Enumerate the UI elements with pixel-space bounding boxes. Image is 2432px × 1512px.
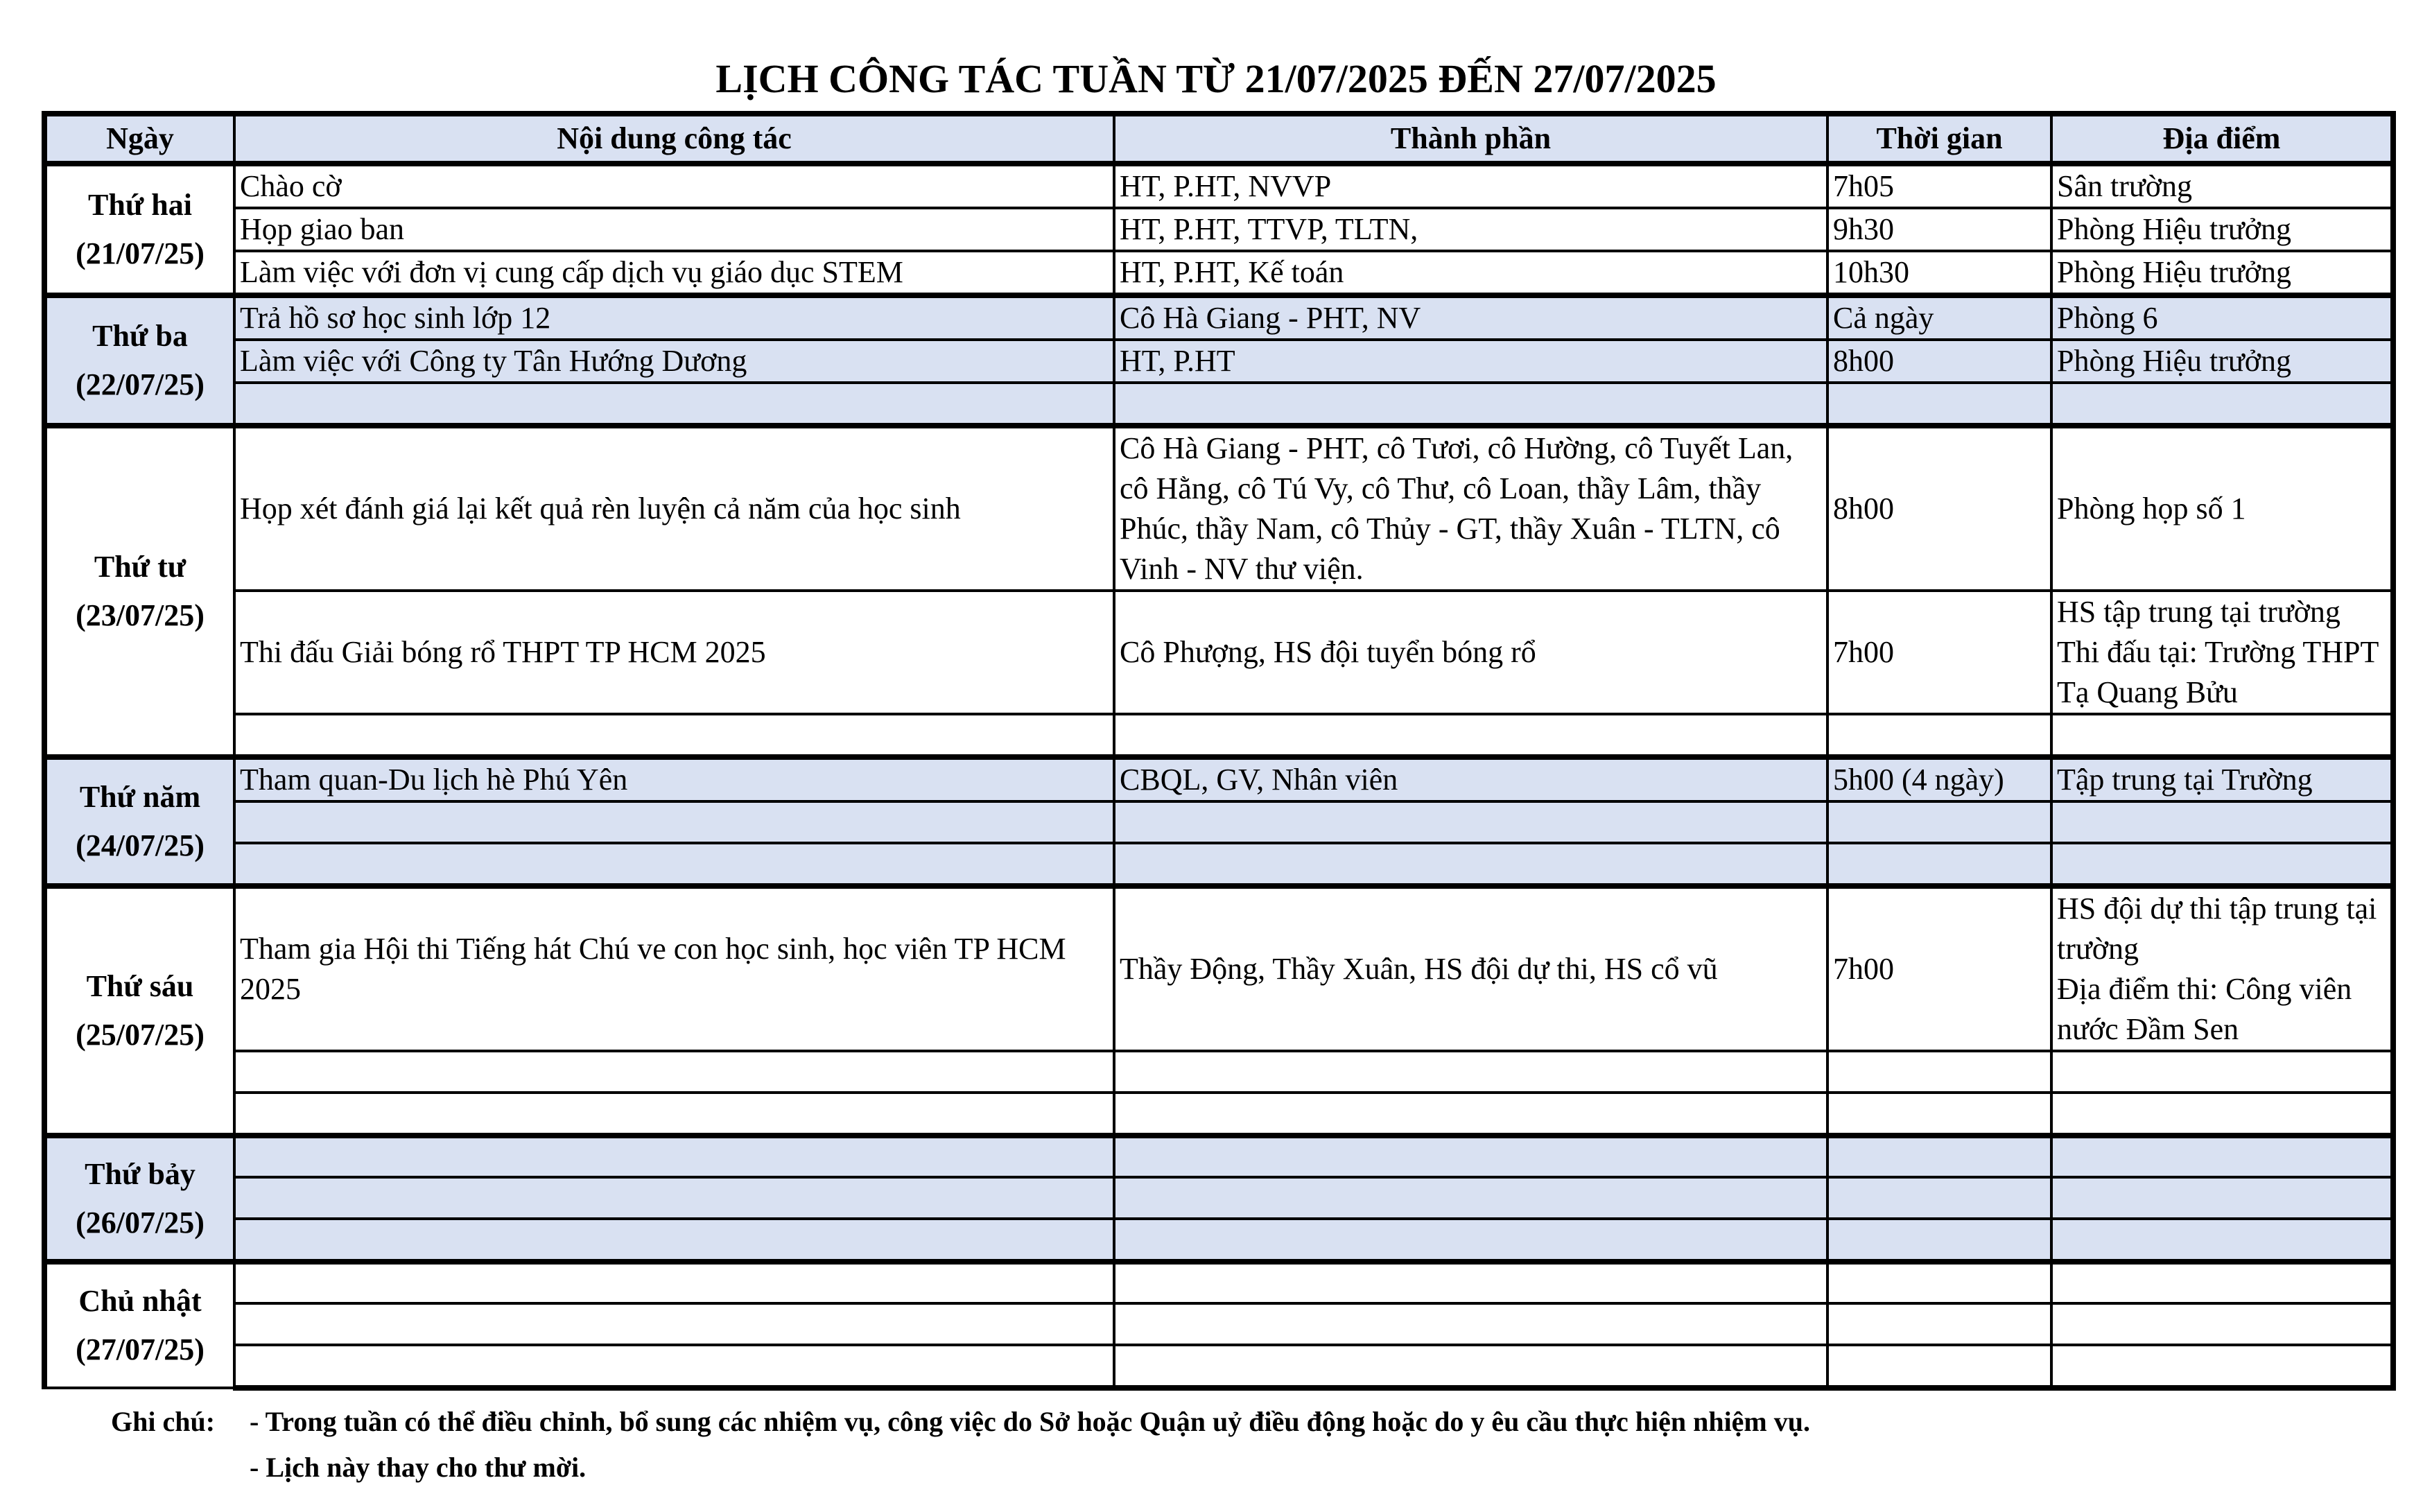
content-cell [234,1303,1114,1345]
content-cell [234,801,1114,843]
table-row [44,208,2393,251]
location-cell [2051,1136,2393,1177]
content-cell: Thi đấu Giải bóng rổ THPT TP HCM 2025 [234,591,1114,714]
participants-cell [1114,1345,1827,1388]
content-cell [234,383,1114,426]
location-cell [2051,714,2393,757]
day-name: Thứ bảy [85,1157,196,1191]
location-cell: Phòng họp số 1 [2051,426,2393,591]
location-cell: Phòng 6 [2051,295,2393,340]
participants-cell [1114,1051,1827,1093]
table-row [44,1093,2393,1136]
table-row [44,1136,2393,1177]
time-cell [1827,383,2051,426]
table-row [44,886,2393,1051]
time-cell [1827,1262,2051,1303]
table-row [44,1303,2393,1345]
day-cell [44,426,234,757]
participants-cell: Cô Phượng, HS đội tuyển bóng rổ [1114,591,1827,714]
notes-label-spacer [111,1445,250,1491]
time-cell [1827,1219,2051,1262]
note-row [111,1399,1810,1445]
participants-cell: HT, P.HT, TTVP, TLTN, [1114,208,1827,251]
content-cell [234,1051,1114,1093]
content-cell: Họp xét đánh giá lại kết quả rèn luyện cả năm của học sinh [234,426,1114,591]
time-cell: 8h00 [1827,340,2051,383]
participants-cell: Cô Hà Giang - PHT, cô Tươi, cô Hường, cô Tuyết Lan, cô Hằng, cô Tú Vy, cô Thư, cô Loan, thầy Lâm, thầy Phúc, thầy Nam, cô Thủy - GT, thầy Xuân - TLTN, cô Vinh - NV thư viện. [1114,426,1827,591]
participants-cell [1114,383,1827,426]
content-cell [234,1177,1114,1219]
location-cell [2051,843,2393,886]
location-cell [2051,801,2393,843]
day-cell [44,164,234,295]
participants-cell [1114,1219,1827,1262]
time-cell: 5h00 (4 ngày) [1827,757,2051,801]
participants-cell: HT, P.HT, NVVP [1114,164,1827,208]
day-cell [44,1136,234,1262]
day-date: (27/07/25) [76,1332,205,1366]
note-line: - Trong tuần có thể điều chỉnh, bổ sung các nhiệm vụ, công việc do Sở hoặc Quận uỷ điều động hoặc do y êu cầu thực hiện nhiệm vụ. [250,1406,1810,1437]
day-cell [44,1262,234,1388]
location-cell [2051,886,2393,1051]
day-name: Chủ nhật [78,1284,202,1318]
day-date: (24/07/25) [76,828,205,862]
header-time: Thời gian [1827,114,2051,164]
table-row [44,1262,2393,1303]
content-cell: Chào cờ [234,164,1114,208]
location-cell [2051,1051,2393,1093]
time-cell: 7h05 [1827,164,2051,208]
day-date: (25/07/25) [76,1018,205,1052]
content-cell [234,1345,1114,1388]
location-cell [2051,1219,2393,1262]
time-cell [1827,1093,2051,1136]
day-name: Thứ năm [79,780,201,814]
location-cell [2051,383,2393,426]
location-line: HS đội dự thi tập trung tại trường [2057,892,2377,966]
content-cell: Tham gia Hội thi Tiếng hát Chú ve con học sinh, học viên TP HCM 2025 [234,886,1114,1051]
day-name: Thứ tư [94,550,186,584]
page-title: LỊCH CÔNG TÁC TUẦN TỪ 21/07/2025 ĐẾN 27/07/2025 [715,56,1717,101]
day-date: (23/07/25) [76,598,205,632]
content-cell [234,1136,1114,1177]
time-cell: Cả ngày [1827,295,2051,340]
header-participants: Thành phần [1114,114,1827,164]
location-cell: Phòng Hiệu trưởng [2051,340,2393,383]
content-cell: Làm việc với Công ty Tân Hướng Dương [234,340,1114,383]
day-cell [44,886,234,1136]
table-row [44,340,2393,383]
header-location: Địa điểm [2051,114,2393,164]
time-cell: 8h00 [1827,426,2051,591]
content-cell [234,1093,1114,1136]
content-cell: Trả hồ sơ học sinh lớp 12 [234,295,1114,340]
content-cell [234,843,1114,886]
time-cell: 9h30 [1827,208,2051,251]
time-cell [1827,1345,2051,1388]
participants-cell: Thầy Động, Thầy Xuân, HS đội dự thi, HS cổ vũ [1114,886,1827,1051]
day-cell [44,295,234,426]
location-cell [2051,1177,2393,1219]
time-cell [1827,843,2051,886]
participants-cell: CBQL, GV, Nhân viên [1114,757,1827,801]
location-cell [2051,1093,2393,1136]
notes-section [111,1399,1810,1491]
participants-cell: HT, P.HT, Kế toán [1114,251,1827,295]
table-row [44,251,2393,295]
time-cell [1827,801,2051,843]
participants-cell [1114,1177,1827,1219]
participants-cell: Cô Hà Giang - PHT, NV [1114,295,1827,340]
location-cell [2051,1303,2393,1345]
participants-cell [1114,1093,1827,1136]
time-cell: 7h00 [1827,591,2051,714]
table-row [44,1219,2393,1262]
content-cell: Họp giao ban [234,208,1114,251]
location-cell: Tập trung tại Trường [2051,757,2393,801]
table-row [44,1345,2393,1388]
content-cell [234,714,1114,757]
location-cell [2051,1262,2393,1303]
table-row [44,757,2393,801]
table-row [44,1051,2393,1093]
time-cell [1827,714,2051,757]
participants-cell: HT, P.HT [1114,340,1827,383]
location-line: Địa điểm thi: Công viên nước Đầm Sen [2057,972,2352,1046]
table-header-row [44,114,2393,164]
table-row [44,426,2393,591]
day-name: Thứ hai [88,188,192,222]
table-row [44,383,2393,426]
day-cell [44,757,234,886]
header-content: Nội dung công tác [234,114,1114,164]
note-row [111,1445,1810,1491]
day-date: (21/07/25) [76,236,205,270]
table-row [44,1177,2393,1219]
time-cell [1827,1051,2051,1093]
location-cell [2051,1345,2393,1388]
table-row [44,295,2393,340]
schedule-table [42,111,2396,1391]
day-name: Thứ sáu [86,969,194,1003]
participants-cell [1114,1303,1827,1345]
content-cell [234,1219,1114,1262]
location-cell: Sân trường [2051,164,2393,208]
participants-cell [1114,801,1827,843]
content-cell: Tham quan-Du lịch hè Phú Yên [234,757,1114,801]
header-day: Ngày [44,114,234,164]
participants-cell [1114,1136,1827,1177]
location-cell: Phòng Hiệu trưởng [2051,208,2393,251]
location-cell: Phòng Hiệu trưởng [2051,251,2393,295]
time-cell [1827,1177,2051,1219]
table-row [44,714,2393,757]
time-cell: 10h30 [1827,251,2051,295]
time-cell [1827,1303,2051,1345]
time-cell [1827,1136,2051,1177]
day-date: (22/07/25) [76,367,205,401]
table-row [44,801,2393,843]
participants-cell [1114,714,1827,757]
content-cell [234,1262,1114,1303]
table-row [44,164,2393,208]
content-cell: Làm việc với đơn vị cung cấp dịch vụ giáo dục STEM [234,251,1114,295]
location-cell: HS tập trung tại trường Thi đấu tại: Trường THPT Tạ Quang Bửu [2051,591,2393,714]
table-row [44,591,2393,714]
note-line: - Lịch này thay cho thư mời. [250,1452,587,1483]
day-date: (26/07/25) [76,1206,205,1240]
day-name: Thứ ba [92,319,188,353]
time-cell: 7h00 [1827,886,2051,1051]
table-row [44,843,2393,886]
participants-cell [1114,843,1827,886]
participants-cell [1114,1262,1827,1303]
notes-label: Ghi chú: [111,1406,216,1437]
